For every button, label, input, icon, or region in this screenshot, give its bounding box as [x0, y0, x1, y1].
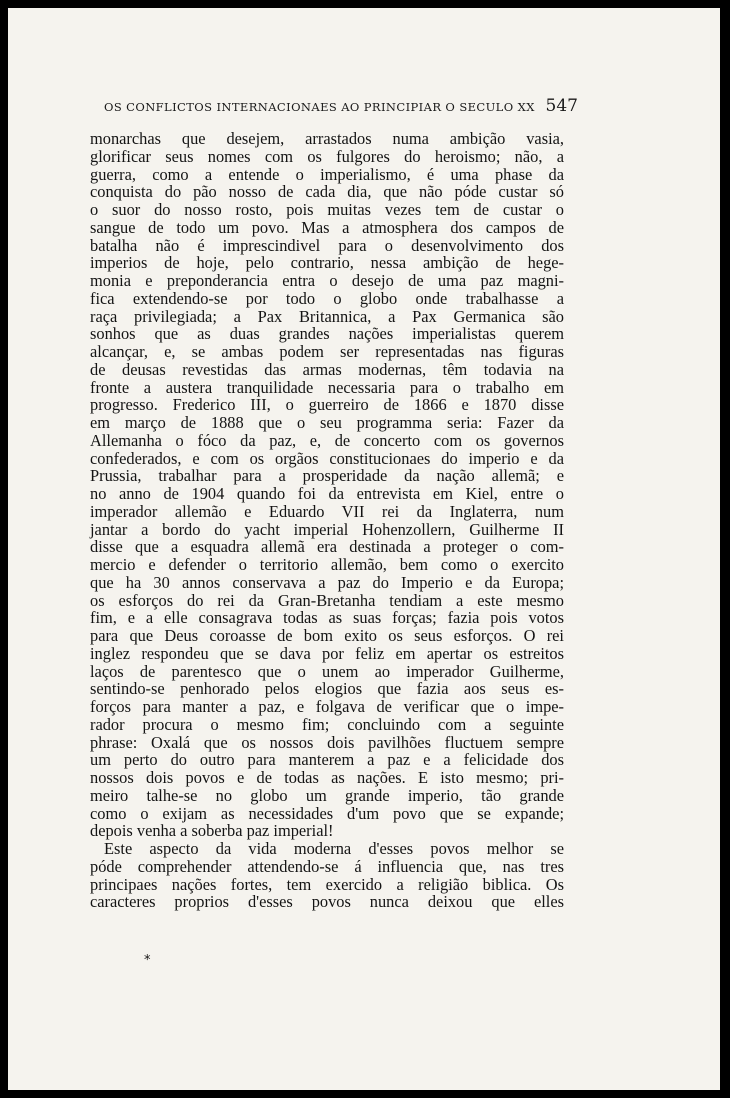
text-line: sentindo-se penhorado pelos elogios que fazia aos seus es- — [90, 679, 564, 699]
text-line: Allemanha o fóco da paz, e, de concerto com os governos — [90, 430, 564, 450]
text-line: batalha não é imprescindivel para o desenvolvimento dos — [90, 235, 564, 255]
text-line: forços para manter a paz, e folgava de verificar que o impe- — [90, 697, 564, 716]
text-line: sonhos que as duas grandes nações imperialistas querem — [90, 324, 564, 344]
signature-mark: * — [144, 953, 151, 968]
text-line: depois venha a soberba paz imperial! — [90, 821, 334, 841]
text-line: principaes nações fortes, tem exercido a religião biblica. Os — [90, 874, 564, 894]
text-line: glorificar seus nomes com os fulgores do heroismo; não, a — [90, 146, 564, 166]
text-line: fronte a austera tranquilidade necessaria para o trabalho em — [90, 377, 564, 397]
text-line: jantar a bordo do yacht imperial Hohenzollern, Guilherme II — [90, 519, 564, 539]
text-line: monia e preponderancia entra o desejo de uma paz magni- — [90, 271, 564, 290]
body-text — [90, 130, 564, 911]
text-line: alcançar, e, se ambas podem ser representadas nas figuras — [90, 342, 564, 361]
text-line: disse que a esquadra allemã era destinada a proteger o com- — [90, 537, 564, 557]
text-line: imperios de hoje, pelo contrario, nessa ambição de hege- — [90, 253, 564, 273]
text-line: inglez respondeu que se dava por feliz em apertar os estreitos — [90, 643, 564, 663]
text-line: Este aspecto da vida moderna d'esses povos melhor se — [104, 839, 564, 858]
text-line: imperador allemão e Eduardo VII rei da Inglaterra, num — [90, 501, 564, 521]
text-line: guerra, como a entende o imperialismo, é uma phase da — [90, 164, 564, 184]
text-line: mercio e defender o territorio allemão, bem como o exercito — [90, 555, 564, 574]
text-line: em março de 1888 que o seu programma seria: Fazer da — [90, 413, 564, 432]
text-line: um perto do outro para manterem a paz e a felicidade dos — [90, 750, 564, 770]
page-number: 547 — [545, 96, 578, 116]
text-line: que ha 30 annos conservava a paz do Imperio e da Europa; — [90, 572, 564, 592]
text-line: Prussia, trabalhar para a prosperidade da nação allemã; e — [90, 466, 564, 486]
text-line: fim, e a elle consagrava todas as suas forças; fazia pois votos — [90, 608, 564, 628]
text-line: conquista do pão nosso de cada dia, que não póde custar só — [90, 182, 564, 202]
text-line: de deusas revestidas das armas modernas, têm todavia na — [90, 359, 564, 379]
book-page — [8, 8, 720, 1090]
running-title: OS CONFLICTOS INTERNACIONAES AO PRINCIPIAR O SECULO XX — [104, 100, 535, 114]
text-line: no anno de 1904 quando foi da entrevista em Kiel, entre o — [90, 484, 564, 503]
text-line: fica extendendo-se por todo o globo onde trabalhasse a — [90, 288, 564, 308]
text-line: sangue de todo um povo. Mas a atmosphera dos campos de — [90, 217, 564, 237]
text-line: caracteres proprios d'esses povos nunca deixou que elles — [90, 892, 564, 912]
text-line: rador procura o mesmo fim; concluindo com a seguinte — [90, 714, 564, 734]
text-line: raça privilegiada; a Pax Britannica, a Pax Germanica são — [90, 306, 564, 326]
text-line: para que Deus coroasse de bom exito os seus esforços. O rei — [90, 626, 564, 645]
text-line: phrase: Oxalá que os nossos dois pavilhões fluctuem sempre — [90, 732, 564, 752]
running-header — [104, 96, 578, 116]
text-line: o suor do nosso rosto, pois muitas vezes tem de custar o — [90, 200, 564, 219]
text-line: póde comprehender attendendo-se á influencia que, nas tres — [90, 856, 564, 876]
text-line: progresso. Frederico III, o guerreiro de 1866 e 1870 disse — [90, 395, 564, 415]
text-line: laços de parentesco que o unem ao imperador Guilherme, — [90, 661, 564, 681]
text-line: como o exijam as necessidades d'um povo que se expande; — [90, 803, 564, 823]
text-line: monarchas que desejem, arrastados numa ambição vasia, — [90, 129, 564, 148]
text-line: confederados, e com os orgãos constitucionaes do imperio e da — [90, 448, 564, 468]
text-line: nossos dois povos e de todas as nações. E isto mesmo; pri- — [90, 768, 564, 787]
text-line: meiro talhe-se no globo um grande imperio, tão grande — [90, 785, 564, 805]
text-line: os esforços do rei da Gran-Bretanha tendiam a este mesmo — [90, 590, 564, 610]
